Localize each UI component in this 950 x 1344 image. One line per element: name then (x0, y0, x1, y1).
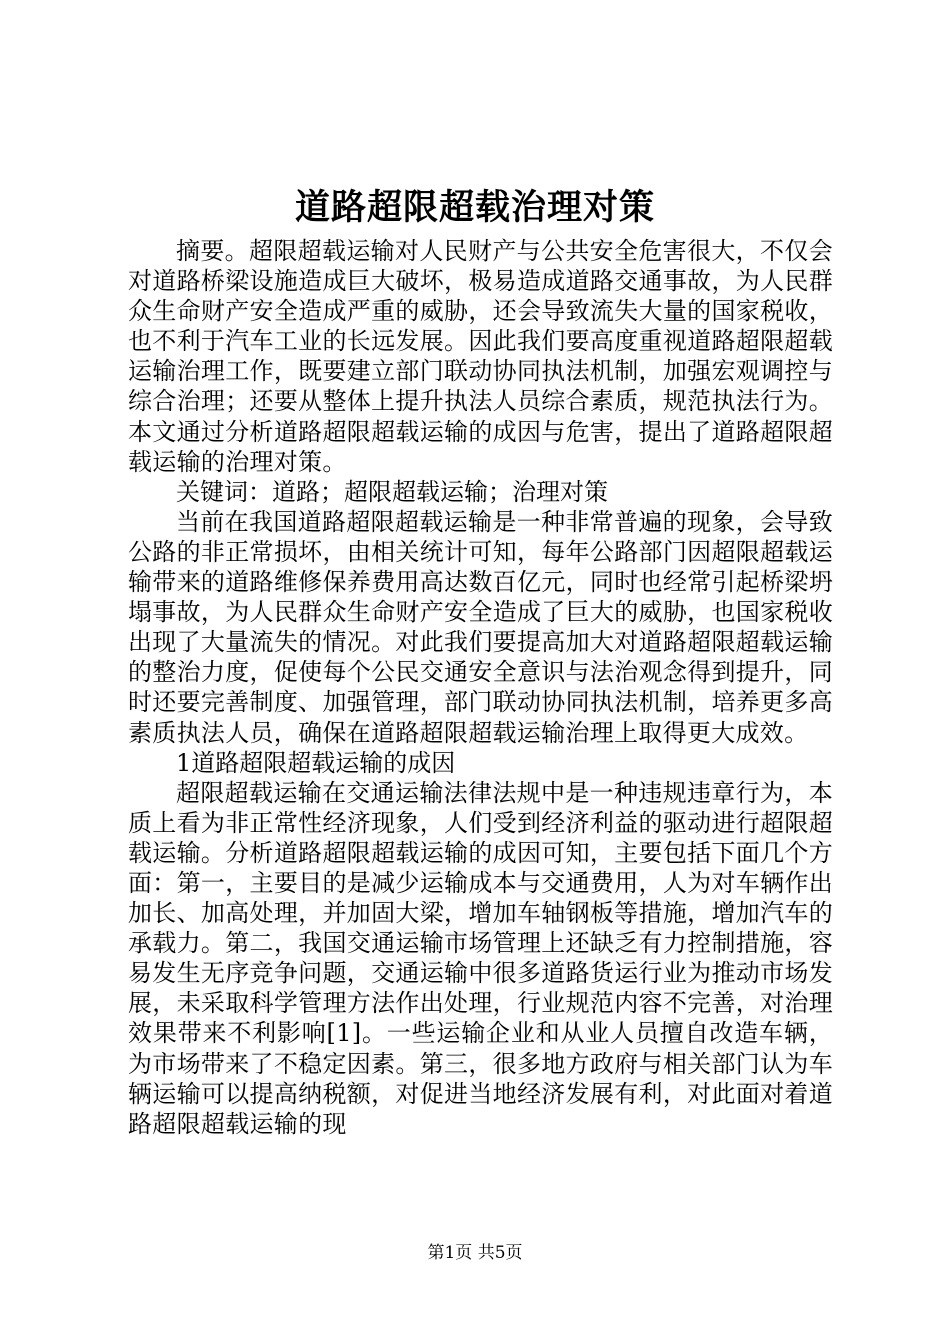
intro-paragraph: 当前在我国道路超限超载运输是一种非常普遍的现象，会导致公路的非正常损坏，由相关统计可知，每年公路部门因超限超载运输带来的道路维修保养费用高达数百亿元，同时也经常引起桥梁坍塌事故，为人民群众生命财产安全造成了巨大的威胁，也国家税收出现了大量流失的情况。对此我们要提高加大对道路超限超载运输的整治力度，促使每个公民交通安全意识与法治观念得到提升，同时还要完善制度、加强管理，部门联动协同执法机制，培养更多高素质执法人员，确保在道路超限超载运输治理上取得更大成效。 (128, 507, 833, 747)
keywords-line: 关键词：道路；超限超载运输；治理对策 (176, 477, 608, 506)
section-heading-1: 1道路超限超载运输的成因 (176, 748, 456, 777)
abstract-paragraph: 摘要。超限超载运输对人民财产与公共安全危害很大，不仅会对道路桥梁设施造成巨大破坏，极易造成道路交通事故，为人民群众生命财产安全造成严重的威胁，还会导致流失大量的国家税收，也不利于汽车工业的长远发展。因此我们要高度重视道路超限超载运输治理工作，既要建立部门联动协同执法机制，加强宏观调控与综合治理；还要从整体上提升执法人员综合素质，规范执法行为。本文通过分析道路超限超载运输的成因与危害，提出了道路超限超载运输的治理对策。 (128, 237, 833, 476)
document-title: 道路超限超载治理对策 (294, 187, 655, 228)
section-1-paragraph: 超限超载运输在交通运输法律法规中是一种违规违章行为，本质上看为非正常性经济现象，人们受到经济利益的驱动进行超限超载运输。分析道路超限超载运输的成因可知，主要包括下面几个方面：第一，主要目的是减少运输成本与交通费用，人为对车辆作出加长、加高处理，并加固大梁，增加车轴钢板等措施，增加汽车的承载力。第二，我国交通运输市场管理上还缺乏有力控制措施，容易发生无序竞争问题，交通运输中很多道路货运行业为推动市场发展，未采取科学管理方法作出处理，行业规范内容不完善，对治理效果带来不利影响[1]。一些运输企业和从业人员擅自改造车辆，为市场带来了不稳定因素。第三，很多地方政府与相关部门认为车辆运输可以提高纳税额，对促进当地经济发展有利，对此面对着道路超限超载运输的现 (128, 778, 833, 1138)
document-body (128, 236, 833, 1139)
page-footer: 第1页 共5页 (427, 1243, 523, 1263)
